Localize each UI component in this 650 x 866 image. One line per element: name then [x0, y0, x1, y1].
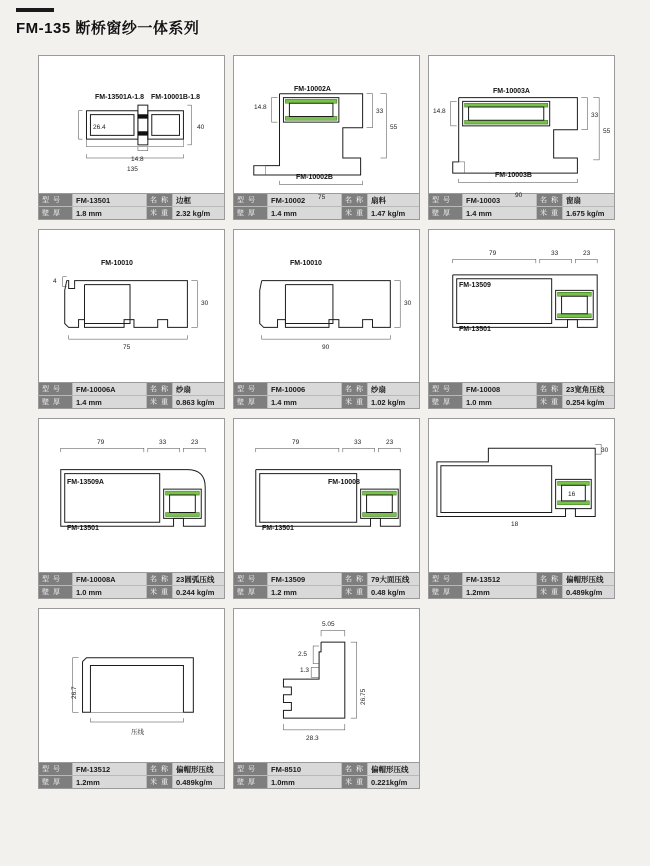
part-label: FM-13501A-1.8	[95, 94, 145, 101]
dimension-label: 26.4	[93, 124, 106, 131]
spec-label-name: 名 称	[342, 383, 368, 395]
grid-row	[38, 229, 616, 409]
spec-value-name: 纱扇	[368, 383, 419, 395]
spec-value-wall: 1.0 mm	[463, 396, 537, 408]
spec-value-wall: 1.8 mm	[73, 207, 147, 219]
spec-label-model: 型 号	[429, 194, 463, 206]
profile-grid	[38, 55, 616, 798]
spec-value-model: FM-10008A	[73, 573, 147, 585]
profile-card[interactable]	[38, 418, 225, 599]
dimension-label: 30	[201, 300, 209, 307]
page-title-block	[16, 8, 316, 38]
spec-value-name: 23圆弧压线	[173, 573, 224, 585]
profile-drawing	[429, 56, 614, 199]
spec-label-weight: 米 重	[537, 207, 563, 219]
spec-label-name: 名 称	[147, 763, 173, 775]
spec-label-wall: 壁 厚	[39, 207, 73, 219]
dimension-label: 26.75	[360, 688, 367, 705]
part-label: FM-10002B	[296, 174, 333, 181]
spec-label-wall: 壁 厚	[39, 586, 73, 598]
spec-value-wall: 1.4 mm	[268, 207, 342, 219]
spec-label-model: 型 号	[234, 763, 268, 775]
part-label: FM-10003A	[493, 88, 530, 95]
grid-row	[38, 418, 616, 599]
profile-card[interactable]	[233, 418, 420, 599]
spec-table	[39, 382, 224, 408]
spec-label-wall: 壁 厚	[234, 586, 268, 598]
spec-value-wall: 1.0mm	[268, 776, 342, 788]
spec-table	[234, 762, 419, 788]
spec-value-model: FM-13509	[268, 573, 342, 585]
dimension-label: 23	[386, 439, 394, 446]
dimension-label: 14.8	[254, 104, 267, 111]
part-label: FM-13501	[67, 525, 99, 532]
profile-svg-fm-13512-a	[429, 419, 614, 572]
spec-label-wall: 壁 厚	[234, 396, 268, 408]
dimension-label: 14.8	[433, 108, 446, 115]
spec-label-wall: 壁 厚	[429, 586, 463, 598]
spec-label-model: 型 号	[234, 383, 268, 395]
dimension-label: 4	[53, 278, 57, 285]
spec-label-name: 名 称	[537, 573, 563, 585]
spec-label-weight: 米 重	[342, 207, 368, 219]
dimension-label: 33	[376, 108, 384, 115]
title-rule	[16, 8, 54, 12]
spec-value-wall: 1.0 mm	[73, 586, 147, 598]
spec-value-weight: 1.02 kg/m	[368, 396, 419, 408]
spec-value-name: 扇料	[368, 194, 419, 206]
profile-svg-fm-13512-b	[39, 609, 224, 762]
profile-drawing	[429, 419, 614, 572]
spec-label-weight: 米 重	[342, 586, 368, 598]
dimension-label: 18	[511, 521, 519, 528]
dimension-label: 23	[583, 250, 591, 257]
profile-drawing	[39, 230, 224, 382]
spec-value-weight: 2.32 kg/m	[173, 207, 224, 219]
spec-label-name: 名 称	[342, 763, 368, 775]
spec-label-model: 型 号	[39, 383, 73, 395]
profile-card[interactable]	[233, 608, 420, 789]
spec-label-weight: 米 重	[342, 776, 368, 788]
dimension-label: 16	[568, 491, 576, 498]
dimension-label: 5.05	[322, 621, 335, 628]
profile-drawing	[234, 609, 419, 762]
spec-label-weight: 米 重	[537, 396, 563, 408]
spec-label-wall: 壁 厚	[234, 207, 268, 219]
dimension-label: 79	[292, 439, 300, 446]
spec-value-wall: 1.4 mm	[268, 396, 342, 408]
dimension-label: 28.3	[306, 735, 319, 742]
spec-value-weight: 0.48 kg/m	[368, 586, 419, 598]
dimension-label: 75	[318, 194, 326, 201]
spec-label-model: 型 号	[234, 573, 268, 585]
spec-label-name: 名 称	[342, 573, 368, 585]
spec-value-name: 23宽角压线	[563, 383, 614, 395]
dimension-label: 30	[404, 300, 412, 307]
spec-value-model: FM-13512	[463, 573, 537, 585]
dimension-label: 33	[551, 250, 559, 257]
spec-label-wall: 壁 厚	[39, 776, 73, 788]
part-label: FM-10010	[101, 260, 133, 267]
spec-value-wall: 1.2mm	[463, 586, 537, 598]
dimension-label: 1.3	[300, 667, 310, 674]
profile-svg-fm-10006	[234, 230, 419, 382]
profile-card[interactable]	[428, 55, 615, 220]
spec-value-name: 79大面压线	[368, 573, 419, 585]
dimension-label: 33	[354, 439, 362, 446]
dimension-label: 55	[603, 128, 611, 135]
profile-card[interactable]	[233, 55, 420, 220]
profile-card[interactable]	[233, 229, 420, 409]
profile-drawing	[39, 609, 224, 762]
spec-value-wall: 1.2 mm	[268, 586, 342, 598]
profile-drawing	[39, 419, 224, 572]
spec-label-weight: 米 重	[147, 586, 173, 598]
spec-value-name: 窗扇	[563, 194, 614, 206]
part-label: FM-10003B	[495, 172, 532, 179]
dimension-label: 23	[191, 439, 199, 446]
spec-label-weight: 米 重	[147, 776, 173, 788]
dimension-label: 33	[591, 112, 599, 119]
spec-value-weight: 1.47 kg/m	[368, 207, 419, 219]
dimension-label: 2.5	[298, 651, 308, 658]
profile-drawing	[234, 419, 419, 572]
spec-label-wall: 壁 厚	[429, 396, 463, 408]
dimension-label: 33	[159, 439, 167, 446]
dimension-label: 40	[197, 124, 205, 131]
spec-label-name: 名 称	[147, 383, 173, 395]
spec-value-weight: 0.221kg/m	[368, 776, 419, 788]
spec-value-weight: 0.863 kg/m	[173, 396, 224, 408]
spec-value-name: 偏帽形压线	[173, 763, 224, 775]
spec-label-model: 型 号	[429, 573, 463, 585]
spec-value-name: 边框	[173, 194, 224, 206]
part-label: FM-13509	[459, 282, 491, 289]
spec-label-model: 型 号	[429, 383, 463, 395]
dimension-label: 90	[515, 192, 523, 199]
spec-label-weight: 米 重	[147, 396, 173, 408]
spec-table	[234, 193, 419, 219]
spec-table	[429, 382, 614, 408]
spec-label-wall: 壁 厚	[429, 207, 463, 219]
dimension-label: 30	[601, 447, 609, 454]
spec-label-name: 名 称	[147, 194, 173, 206]
profile-drawing	[429, 230, 614, 382]
spec-label-model: 型 号	[39, 763, 73, 775]
spec-label-name: 名 称	[537, 194, 563, 206]
profile-card[interactable]	[38, 229, 225, 409]
spec-table	[234, 382, 419, 408]
part-label: FM-10008	[328, 479, 360, 486]
profile-svg-fm-10006a	[39, 230, 224, 382]
spec-label-weight: 米 重	[342, 396, 368, 408]
dimension-label: 135	[127, 166, 138, 173]
spec-value-wall: 1.4 mm	[73, 396, 147, 408]
profile-card[interactable]	[38, 608, 225, 789]
spec-table	[39, 572, 224, 598]
spec-label-name: 名 称	[342, 194, 368, 206]
spec-value-model: FM-10008	[463, 383, 537, 395]
dimension-label: 90	[322, 344, 330, 351]
spec-value-weight: 0.244 kg/m	[173, 586, 224, 598]
profile-card[interactable]	[428, 229, 615, 409]
spec-label-model: 型 号	[234, 194, 268, 206]
profile-drawing	[39, 56, 224, 193]
dimension-label: 14.8	[131, 156, 144, 163]
spec-label-model: 型 号	[39, 194, 73, 206]
spec-label-model: 型 号	[39, 573, 73, 585]
spec-label-weight: 米 重	[537, 586, 563, 598]
dimension-label: 55	[390, 124, 398, 131]
spec-value-wall: 1.2mm	[73, 776, 147, 788]
page-title: FM-135 断桥窗纱一体系列	[16, 20, 200, 37]
spec-value-model: FM-10006	[268, 383, 342, 395]
dimension-label: 79	[97, 439, 105, 446]
grid-row	[38, 608, 616, 789]
dimension-label: 79	[489, 250, 497, 257]
spec-value-name: 偏帽形压线	[563, 573, 614, 585]
part-label: FM-13509A	[67, 479, 104, 486]
spec-label-wall: 壁 厚	[39, 396, 73, 408]
spec-table	[429, 572, 614, 598]
part-label: FM-10002A	[294, 86, 331, 93]
part-label: FM-10010	[290, 260, 322, 267]
part-label: FM-10001B-1.8	[151, 94, 201, 101]
spec-value-model: FM-10006A	[73, 383, 147, 395]
part-label: FM-13501	[459, 326, 491, 333]
spec-value-model: FM-10003	[463, 194, 537, 206]
spec-label-name: 名 称	[537, 383, 563, 395]
grid-row	[38, 55, 616, 220]
dimension-label: 26.7	[71, 686, 78, 699]
profile-svg-fm-8510	[234, 609, 419, 762]
profile-drawing	[234, 230, 419, 382]
spec-label-weight: 米 重	[147, 207, 173, 219]
spec-value-weight: 0.489kg/m	[563, 586, 614, 598]
spec-table	[39, 193, 224, 219]
spec-value-model: FM-13512	[73, 763, 147, 775]
spec-value-name: 纱扇	[173, 383, 224, 395]
spec-table	[39, 762, 224, 788]
spec-label-wall: 壁 厚	[234, 776, 268, 788]
spec-value-weight: 0.254 kg/m	[563, 396, 614, 408]
spec-table	[234, 572, 419, 598]
dimension-label: 75	[123, 344, 131, 351]
spec-value-name: 偏帽形压线	[368, 763, 419, 775]
spec-value-model: FM-10002	[268, 194, 342, 206]
profile-card[interactable]	[38, 55, 225, 220]
spec-value-model: FM-13501	[73, 194, 147, 206]
spec-value-weight: 1.675 kg/m	[563, 207, 614, 219]
spec-value-weight: 0.489kg/m	[173, 776, 224, 788]
spec-label-name: 名 称	[147, 573, 173, 585]
part-label: FM-13501	[262, 525, 294, 532]
dimension-label: 压线	[131, 729, 144, 736]
spec-value-model: FM-8510	[268, 763, 342, 775]
profile-card[interactable]	[428, 418, 615, 599]
spec-value-wall: 1.4 mm	[463, 207, 537, 219]
